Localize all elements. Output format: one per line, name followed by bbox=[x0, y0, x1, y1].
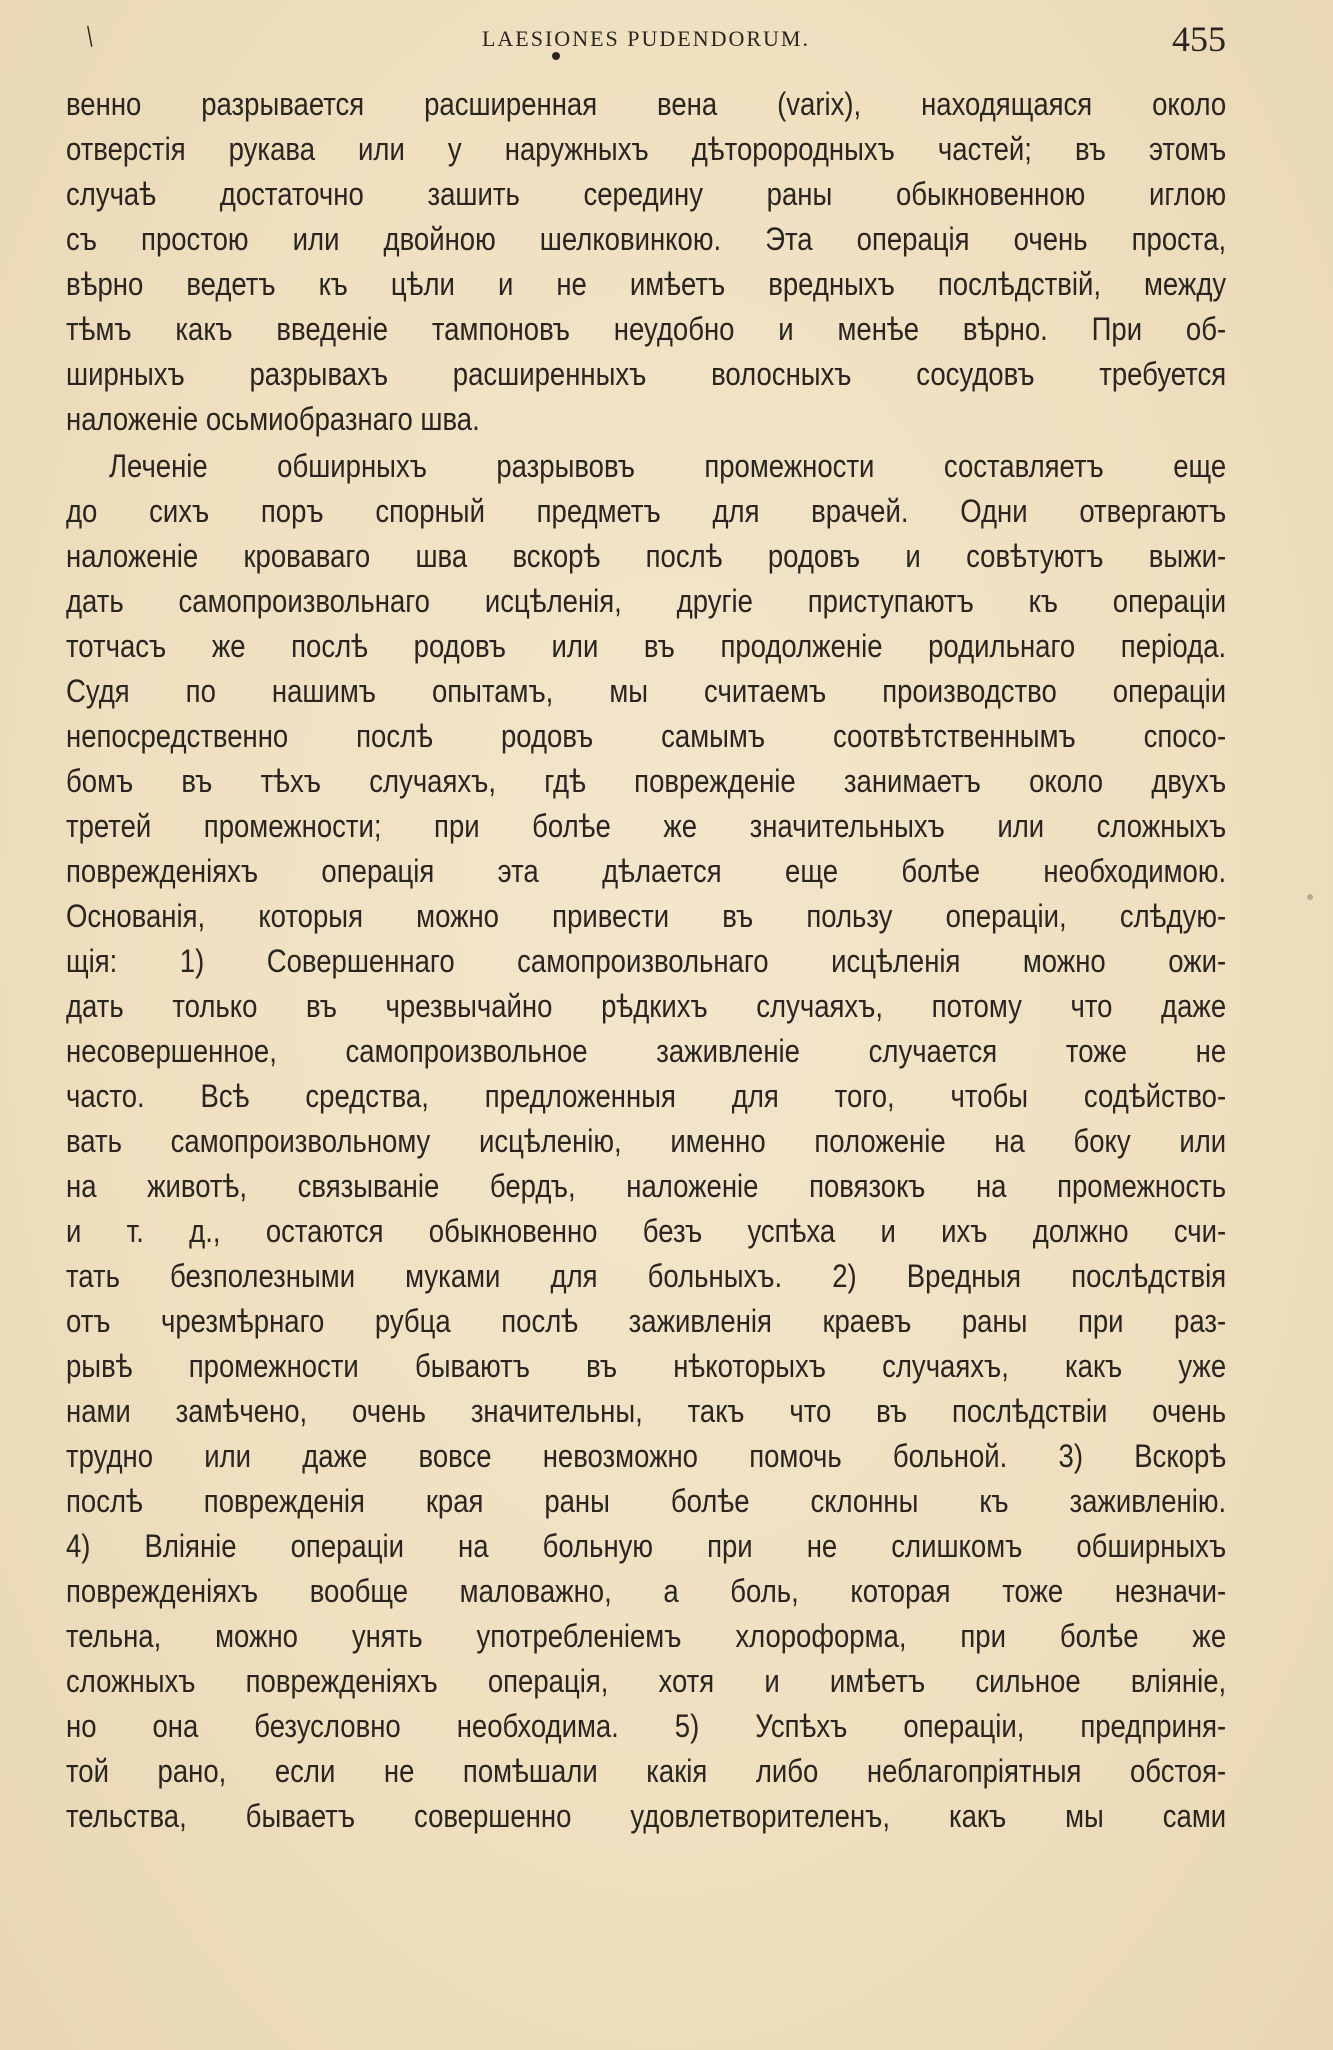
body-text bbox=[66, 82, 1226, 1839]
text-line: вать самопроизвольному исцѣленію, именно положеніе на боку или bbox=[66, 1123, 1227, 1159]
text-line: рывѣ промежности бываютъ въ нѣкоторыхъ случаяхъ, какъ уже bbox=[66, 1348, 1227, 1384]
page-number: 455 bbox=[1172, 19, 1226, 59]
text-line: венно разрывается расширенная вена (varix), находящаяся около bbox=[66, 86, 1227, 122]
text-line: тельна, можно унять употребленіемъ хлороформа, при болѣе же bbox=[66, 1618, 1227, 1654]
text-line: несовершенное, самопроизвольное заживленіе случается тоже не bbox=[66, 1033, 1227, 1069]
text-line: Судя по нашимъ опытамъ, мы считаемъ производство операціи bbox=[66, 673, 1227, 709]
text-line: на животѣ, связываніе бердъ, наложеніе повязокъ на промежность bbox=[66, 1168, 1227, 1204]
text-line: послѣ поврежденія края раны болѣе склонны къ заживленію. bbox=[66, 1483, 1227, 1519]
paragraph-2 bbox=[66, 444, 1226, 1839]
text-line: тать безполезными муками для больныхъ. 2) Вредныя послѣдствія bbox=[66, 1258, 1227, 1294]
text-line: ширныхъ разрывахъ расширенныхъ волосныхъ сосудовъ требуется bbox=[66, 356, 1227, 392]
text-line: отверстія рукава или у наружныхъ дѣторородныхъ частей; въ этомъ bbox=[66, 131, 1227, 167]
ink-dot bbox=[552, 52, 560, 60]
text-line: нами замѣчено, очень значительны, такъ что въ послѣдствіи очень bbox=[66, 1393, 1227, 1429]
text-line: той рано, если не помѣшали какія либо неблагопріятныя обстоя- bbox=[66, 1753, 1227, 1789]
text-line: дать самопроизвольнаго исцѣленія, другіе приступаютъ къ операціи bbox=[66, 583, 1227, 619]
text-line: но она безусловно необходима. 5) Успѣхъ операціи, предприня- bbox=[66, 1708, 1227, 1744]
running-title: LAESIONES PUDENDORUM. bbox=[481, 26, 810, 51]
text-line: Леченіе обширныхъ разрывовъ промежности составляетъ еще bbox=[109, 448, 1227, 484]
text-line: часто. Всѣ средства, предложенныя для того, чтобы содѣйство- bbox=[66, 1078, 1227, 1114]
text-line: случаѣ достаточно зашить середину раны обыкновенною иглою bbox=[66, 176, 1227, 212]
text-line: тотчасъ же послѣ родовъ или въ продолженіе родильнаго періода. bbox=[66, 628, 1227, 664]
text-line: щія: 1) Совершеннаго самопроизвольнаго исцѣленія можно ожи- bbox=[66, 943, 1227, 979]
text-line: трудно или даже вовсе невозможно помочь больной. 3) Вскорѣ bbox=[66, 1438, 1227, 1474]
text-line: сложныхъ поврежденіяхъ операція, хотя и имѣетъ сильное вліяніе, bbox=[66, 1663, 1227, 1699]
text-line: до сихъ поръ спорный предметъ для врачей. Одни отвергаютъ bbox=[66, 493, 1227, 529]
text-line: непосредственно послѣ родовъ самымъ соотвѣтственнымъ спосо- bbox=[66, 718, 1227, 754]
text-line: дать только въ чрезвычайно рѣдкихъ случаяхъ, потому что даже bbox=[66, 988, 1227, 1024]
paper-speck bbox=[1307, 894, 1313, 900]
text-line: тѣмъ какъ введеніе тампоновъ неудобно и менѣе вѣрно. При об- bbox=[66, 311, 1227, 347]
running-header bbox=[66, 12, 1226, 59]
text-line: съ простою или двойною шелковинкою. Эта операція очень проста, bbox=[66, 221, 1227, 257]
paragraph-1 bbox=[66, 82, 1226, 442]
text-line: Основанія, которыя можно привести въ пользу операціи, слѣдую- bbox=[66, 898, 1227, 934]
text-line: поврежденіяхъ операція эта дѣлается еще болѣе необходимою. bbox=[66, 853, 1227, 889]
text-line: тельства, бываетъ совершенно удовлетворителенъ, какъ мы сами bbox=[66, 1798, 1227, 1834]
text-line: бомъ въ тѣхъ случаяхъ, гдѣ поврежденіе занимаетъ около двухъ bbox=[66, 763, 1227, 799]
text-line: и т. д., остаются обыкновенно безъ успѣха и ихъ должно счи- bbox=[66, 1213, 1227, 1249]
text-line: наложеніе осьмиобразнаго шва. bbox=[66, 401, 480, 437]
text-line: поврежденіяхъ вообще маловажно, а боль, которая тоже незначи- bbox=[66, 1573, 1227, 1609]
ink-mark: / bbox=[78, 20, 102, 53]
text-line: третей промежности; при болѣе же значительныхъ или сложныхъ bbox=[66, 808, 1227, 844]
text-line: 4) Вліяніе операціи на больную при не слишкомъ обширныхъ bbox=[66, 1528, 1227, 1564]
text-line: наложеніе кроваваго шва вскорѣ послѣ родовъ и совѣтуютъ выжи- bbox=[66, 538, 1227, 574]
text-line: вѣрно ведетъ къ цѣли и не имѣетъ вредныхъ послѣдствій, между bbox=[66, 266, 1227, 302]
text-line: отъ чрезмѣрнаго рубца послѣ заживленія краевъ раны при раз- bbox=[66, 1303, 1227, 1339]
